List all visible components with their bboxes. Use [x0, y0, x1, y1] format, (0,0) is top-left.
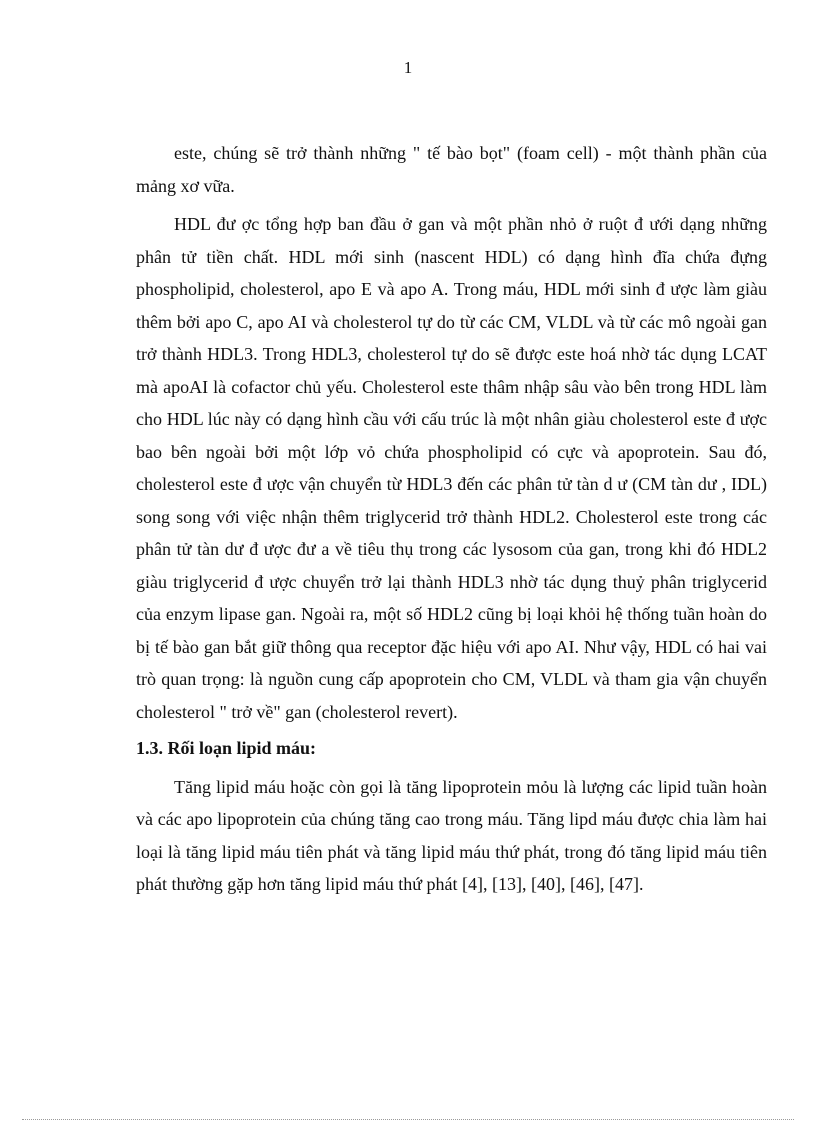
paragraph-lipid-disorder: Tăng lipid máu hoặc còn gọi là tăng lipoprotein mỏu là lượng các lipid tuần hoàn và các apo lipoprotein của chúng tăng cao trong máu. Tăng lipd máu được chia làm hai loại là tăng lipid máu tiên phát và tăng lipid máu thứ phát, trong đó tăng lipid máu tiên phát thường gặp hơn tăng lipid máu thứ phát [4], [13], [40], [46], [47]. — [136, 776, 767, 894]
page-number: 1 — [403, 58, 413, 77]
page-bottom-divider — [22, 1119, 794, 1120]
paragraph-foam-cell: este, chúng sẽ trở thành những " tế bào bọt" (foam cell) - một thành phần của mảng xơ vữa. — [136, 143, 767, 196]
document-body — [136, 137, 767, 901]
section-heading: 1.3. Rối loạn lipid máu: — [136, 738, 317, 758]
paragraph-hdl: HDL đư ợc tổng hợp ban đầu ở gan và một phần nhỏ ở ruột đ ưới dạng những phân tử tiền chất. HDL mới sinh (nascent HDL) có dạng hình đĩa chứa đựng phospholipid, cholesterol, apo E và apo A. Trong máu, HDL mới sinh đ ược làm giàu thêm bởi apo C, apo AI và cholesterol tự do từ các CM, VLDL và từ các mô ngoài gan trở thành HDL3. Trong HDL3, cholesterol tự do sẽ được este hoá nhờ tác dụng LCAT mà apoAI là cofactor chủ yếu. Cholesterol este thâm nhập sâu vào bên trong HDL làm cho HDL lúc này có dạng hình cầu với cấu trúc là một nhân giàu cholesterol este đ ược bao bên ngoài bởi một lớp vỏ chứa phospholipid có cực và apoprotein. Sau đó, cholesterol este đ ược vận chuyển từ HDL3 đến các phân tử tàn d ư (CM tàn dư , IDL) song song với việc nhận thêm triglycerid trở thành HDL2. Cholesterol este trong các phân tử tàn dư đ ược đư a về tiêu thụ trong các lysosom của gan, trong khi đó HDL2 giàu triglycerid đ ược chuyển trở lại thành HDL3 nhờ tác dụng thuỷ phân triglycerid của enzym lipase gan. Ngoài ra, một số HDL2 cũng bị loại khỏi hệ thống tuần hoàn do bị tế bào gan bắt giữ thông qua receptor đặc hiệu với apo AI. Như vậy, HDL có hai vai trò quan trọng: là nguồn cung cấp apoprotein cho CM, VLDL và tham gia vận chuyển cholesterol " trở về" gan (cholesterol revert). — [136, 214, 767, 722]
